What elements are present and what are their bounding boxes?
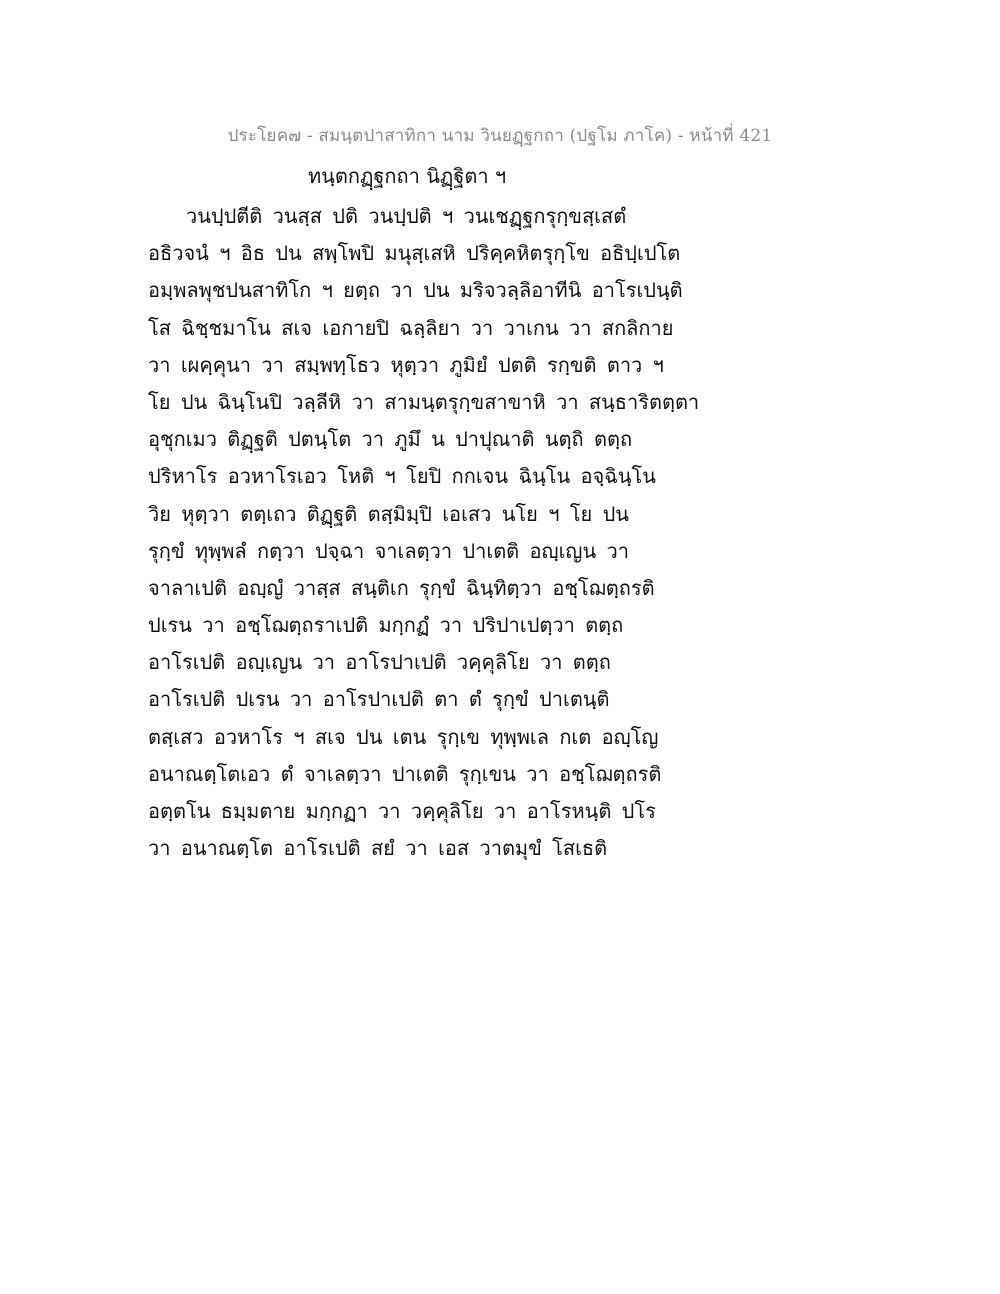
- text-line: โย ปน ฉินฺโนปิ วลฺลีหิ วา สามนฺตรุกฺขสาขาหิ วา สนฺธาริตตฺตา: [148, 389, 700, 414]
- text-line: ตสฺเสว อวหาโร ฯ สเจ ปน เตน รุกฺเข ทุพฺพเล กเต อญฺโญ: [148, 724, 659, 749]
- text-line: อนาณตฺโตเอว ตํ จาเลตฺวา ปาเตติ รุกฺเขน วา อชฺโฌตฺถรติ: [148, 761, 662, 786]
- text-line: ปริหาโร อวหาโรเอว โหติ ฯ โยปิ กกเจน ฉินฺโน อจฺฉินฺโน: [148, 464, 656, 489]
- text-line: วิย หุตฺวา ตตฺเถว ติฏฺฐติ ตสฺมิมฺปิ เอเสว นโย ฯ โย ปน: [148, 501, 629, 526]
- page-header: ประโยค๗ - สมนฺตปาสาทิกา นาม วินยฏฺฐกถา (ปฐโม ภาโค) - หน้าที่ 421: [227, 126, 773, 146]
- text-line: อาโรเปติ ปเรน วา อาโรปาเปติ ตา ตํ รุกฺขํ ปาเตนฺติ: [148, 687, 610, 712]
- text-line: อาโรเปติ อญฺเญน วา อาโรปาเปติ วคฺคุลิโย วา ตตฺถ: [148, 650, 611, 675]
- text-line: อมฺพลพุชปนสาทิโก ฯ ยตฺถ วา ปน มริจวลฺลิอาทีนิ อาโรเปนฺติ: [148, 278, 683, 303]
- text-line: อธิวจนํ ฯ อิธ ปน สพฺโพปิ มนุสฺเสหิ ปริคฺคหิตรุกฺโข อธิปฺเปโต: [148, 241, 681, 266]
- text-line: วนปฺปตีติ วนสฺส ปติ วนปฺปติ ฯ วนเชฏฺฐกรุกฺขสฺเสตํ: [186, 204, 627, 228]
- text-line: ปเรน วา อชฺโฌตฺถราเปติ มกฺกฏํ วา ปริปาเปตฺวา ตตฺถ: [148, 613, 624, 638]
- text-line: วา เผคฺคุนา วา สมฺพทฺโธว หุตฺวา ภูมิยํ ปตติ รกฺขติ ตาว ฯ: [148, 352, 664, 377]
- section-title: ทนฺตกฏฺฐกถา นิฏฺฐิตา ฯ: [308, 164, 507, 188]
- text-line: รุกฺขํ ทุพฺพลํ กตฺวา ปจฺฉา จาเลตฺวา ปาเตติ อญฺเญน วา: [148, 538, 629, 563]
- text-line: อุชุกเมว ติฏฺฐติ ปตนฺโต วา ภูมึ น ปาปุณาติ นตฺถิ ตตฺถ: [148, 427, 633, 452]
- text-line: อตฺตโน ธมฺมตาย มกฺกฏา วา วคฺคุลิโย วา อาโรหนฺติ ปโร: [148, 799, 656, 823]
- text-line: จาลาเปติ อญฺญํ วาสฺส สนฺติเก รุกฺขํ ฉินฺทิตฺวา อชฺโฌตฺถรติ: [148, 575, 655, 600]
- text-line: โส ฉิชฺชมาโน สเจ เอกายปิ ฉลฺลิยา วา วาเกน วา สกลิกาย: [148, 315, 674, 340]
- text-line: วา อนาณตฺโต อาโรเปติ สยํ วา เอส วาตมุขํ โสเธติ: [148, 836, 608, 861]
- body-text: [148, 198, 700, 867]
